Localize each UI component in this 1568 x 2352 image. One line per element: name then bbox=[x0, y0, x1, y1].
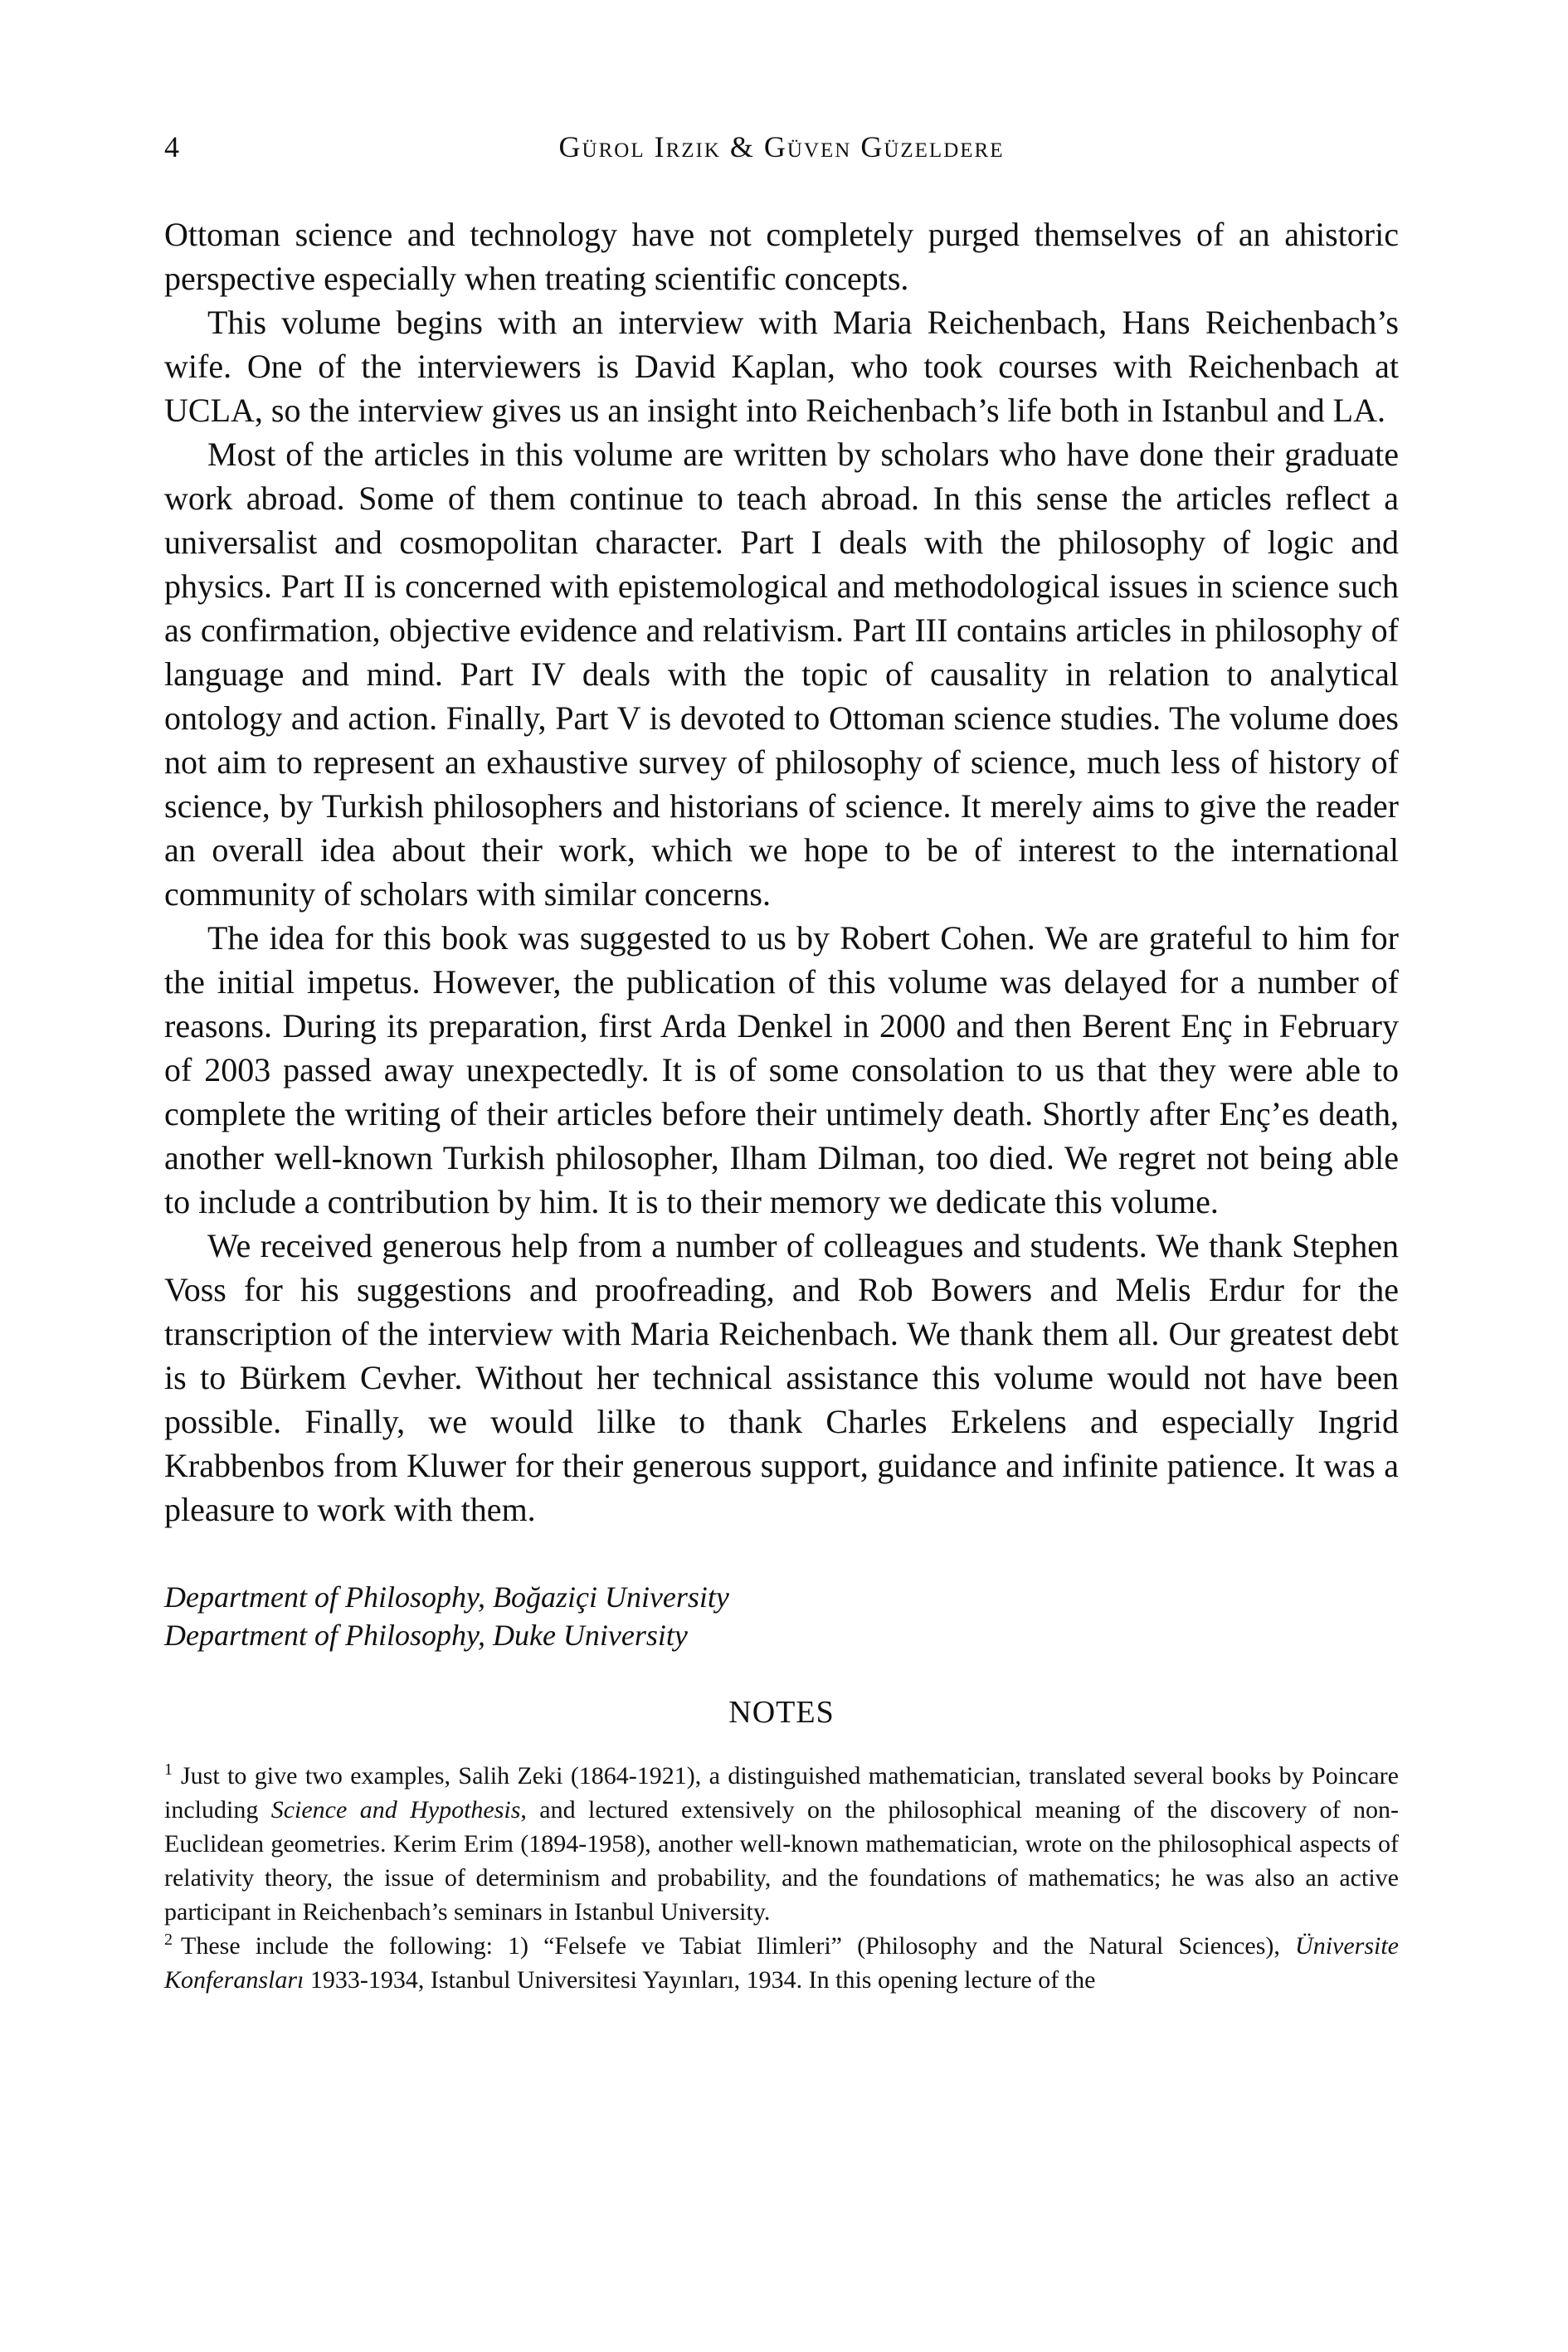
footnote-marker: 1 bbox=[164, 1760, 173, 1779]
notes-heading: NOTES bbox=[728, 1695, 835, 1730]
body-text bbox=[164, 212, 1399, 1531]
body-paragraph: Ottoman science and technology have not completely purged themselves of an ahistoric perspective especially when treating scientific concepts. bbox=[164, 216, 1399, 297]
footnote-text: , and lectured extensively on the philosophical meaning of the discovery of non-Euclidean geometries. Kerim Erim (1894-1958), another well-known mathematician, wrote on the philosophical aspects of relativity theory, the issue of determinism and probability, and the foundations of mathematics; he was also an active participant in Reichenbach’s seminars in Istanbul University. bbox=[164, 1796, 1399, 1926]
footnote-text: 1933-1934, Istanbul Universitesi Yayınları, 1934. In this opening lecture of the bbox=[304, 1966, 1096, 1994]
book-page bbox=[164, 124, 1399, 1997]
affiliations bbox=[164, 1578, 1399, 1654]
footnote-marker: 2 bbox=[164, 1931, 173, 1949]
footnote-text: These include the following: 1) “Felsefe ve Tabiat Ilimleri” (Philosophy and the Natural Sciences), bbox=[181, 1932, 1296, 1960]
running-head bbox=[164, 124, 1399, 184]
affiliation-line: Department of Philosophy, Duke University bbox=[164, 1619, 688, 1652]
footnotes bbox=[164, 1759, 1399, 1997]
footnote-title: Science and Hypothesis bbox=[270, 1796, 521, 1824]
body-paragraph: Most of the articles in this volume are written by scholars who have done their graduate work abroad. Some of them continue to teach abroad. In this sense the articles reflect a universalist and cosmopolitan character. Part I deals with the philosophy of logic and physics. Part II is concerned with epistemological and methodological issues in science such as confirmation, objective evidence and relativism. Part III contains articles in philosophy of language and mind. Part IV deals with the topic of causality in relation to analytical ontology and action. Finally, Part V is devoted to Ottoman science studies. The volume does not aim to represent an exhaustive survey of philosophy of science, much less of history of science, by Turkish philosophers and historians of science. It merely aims to give the reader an overall idea about their work, which we hope to be of interest to the international community of scholars with similar concerns. bbox=[164, 436, 1399, 913]
body-paragraph: We received generous help from a number of colleagues and students. We thank Stephen Voss for his suggestions and proofreading, and Rob Bowers and Melis Erdur for the transcription of the interview with Maria Reichenbach. We thank them all. Our greatest debt is to Bürkem Cevher. Without her technical assistance this volume would not have been possible. Finally, we would lilke to thank Charles Erkelens and especially Ingrid Krabbenbos from Kluwer for their generous support, guidance and infinite patience. It was a pleasure to work with them. bbox=[164, 1227, 1399, 1528]
footnote-title: Üniversite Konferansları bbox=[164, 1932, 1399, 1994]
footnote bbox=[164, 1759, 1399, 1929]
affiliation-line: Department of Philosophy, Boğaziçi University bbox=[164, 1580, 729, 1614]
body-paragraph: The idea for this book was suggested to us by Robert Cohen. We are grateful to him for the initial impetus. However, the publication of this volume was delayed for a number of reasons. During its preparation, first Arda Denkel in 2000 and then Berent Enç in February of 2003 passed away unexpectedly. It is of some consolation to us that they were able to complete the writing of their articles before their untimely death. Shortly after Enç’es death, another well-known Turkish philosopher, Ilham Dilman, too died. We regret not being able to include a contribution by him. It is to their memory we dedicate this volume. bbox=[164, 919, 1399, 1220]
footnote bbox=[164, 1929, 1399, 1997]
body-paragraph: This volume begins with an interview with Maria Reichenbach, Hans Reichenbach’s wife. One of the interviewers is David Kaplan, who took courses with Reichenbach at UCLA, so the interview gives us an insight into Reichenbach’s life both in Istanbul and LA. bbox=[164, 304, 1399, 429]
page-number: 4 bbox=[164, 130, 179, 163]
footnote-text: Just to give two examples, Salih Zeki (1864-1921), a distinguished mathematician, translated several books by Poincare including bbox=[164, 1762, 1399, 1824]
running-title: Gürol Irzik & Güven Güzeldere bbox=[558, 130, 1005, 163]
